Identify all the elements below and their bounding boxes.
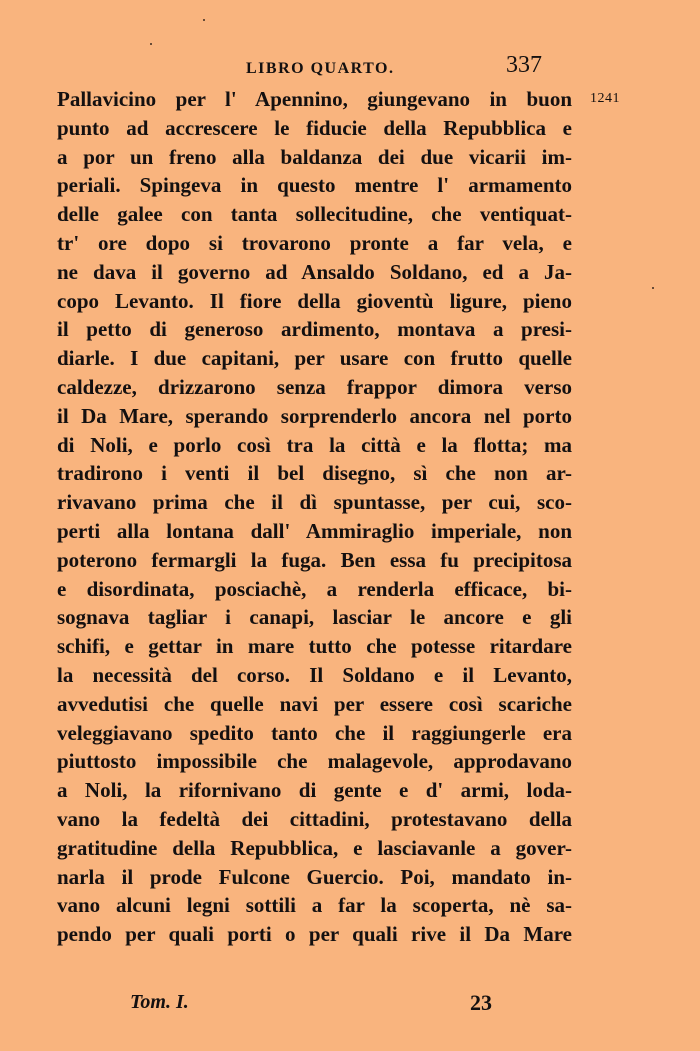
text-line: il Da Mare, sperando sorprenderlo ancora nel porto	[57, 403, 572, 428]
paper-speck	[203, 19, 205, 21]
text-line: vano la fedeltà dei cittadini, protestavano della	[57, 806, 572, 831]
text-line: di Noli, e porlo così tra la città e la flotta; ma	[57, 432, 572, 457]
paper-speck	[652, 287, 654, 289]
text-line: tradirono i venti il bel disegno, sì che non ar-	[57, 461, 572, 486]
text-line: vano alcuni legni sottili a far la scoperta, nè sa-	[57, 893, 572, 918]
text-line: il petto di generoso ardimento, montava a presi-	[57, 317, 572, 342]
text-line: ne dava il governo ad Ansaldo Soldano, ed a Ja-	[57, 259, 572, 284]
text-line: piuttosto impossibile che malagevole, approdavano	[57, 749, 572, 774]
text-line: delle galee con tanta sollecitudine, che ventiquat-	[57, 202, 572, 227]
text-line: perti alla lontana dall' Ammiraglio imperiale, non	[57, 518, 572, 543]
text-line: sognava tagliar i canapi, lasciar le ancore e gli	[57, 605, 572, 630]
text-line: diarle. I due capitani, per usare con frutto quelle	[57, 346, 572, 371]
text-line: narla il prode Fulcone Guercio. Poi, mandato in-	[57, 864, 572, 889]
text-line: punto ad accrescere le fiducie della Repubblica e	[57, 115, 572, 140]
signature-mark: 23	[470, 990, 492, 1015]
text-line: copo Levanto. Il fiore della gioventù ligure, pieno	[57, 288, 572, 313]
body-text	[57, 85, 572, 949]
page-number: 337	[506, 52, 542, 78]
text-line: la necessità del corso. Il Soldano e il Levanto,	[57, 662, 572, 687]
text-line: veleggiavano spedito tanto che il raggiungerle era	[57, 720, 572, 745]
text-line: avvedutisi che quelle navi per essere così scariche	[57, 691, 572, 716]
text-line: Pallavicino per l' Apennino, giungevano in buon	[57, 87, 572, 111]
text-line: periali. Spingeva in questo mentre l' armamento	[57, 173, 572, 198]
paper-speck	[150, 43, 152, 45]
text-line: a Noli, la rifornivano di gente e d' armi, loda-	[57, 778, 572, 803]
text-line: poterono fermargli la fuga. Ben essa fu precipitosa	[57, 547, 572, 572]
text-line: caldezze, drizzarono senza frappor dimora verso	[57, 374, 572, 399]
text-line: schifi, e gettar in mare tutto che potesse ritardare	[57, 634, 572, 659]
text-line: a por un freno alla baldanza dei due vicarii im-	[57, 144, 572, 169]
volume-label: Tom. I.	[130, 991, 189, 1013]
text-line: rivavano prima che il dì spuntasse, per cui, sco-	[57, 490, 572, 515]
running-title: LIBRO QUARTO.	[246, 60, 395, 77]
margin-year-note: 1241	[590, 91, 620, 106]
text-line: e disordinata, posciachè, a renderla efficace, bi-	[57, 576, 572, 601]
text-line: tr' ore dopo si trovarono pronte a far vela, e	[57, 230, 572, 255]
text-line: gratitudine della Repubblica, e lasciavanle a gover-	[57, 835, 572, 860]
text-line: pendo per quali porti o per quali rive il Da Mare	[57, 922, 572, 947]
